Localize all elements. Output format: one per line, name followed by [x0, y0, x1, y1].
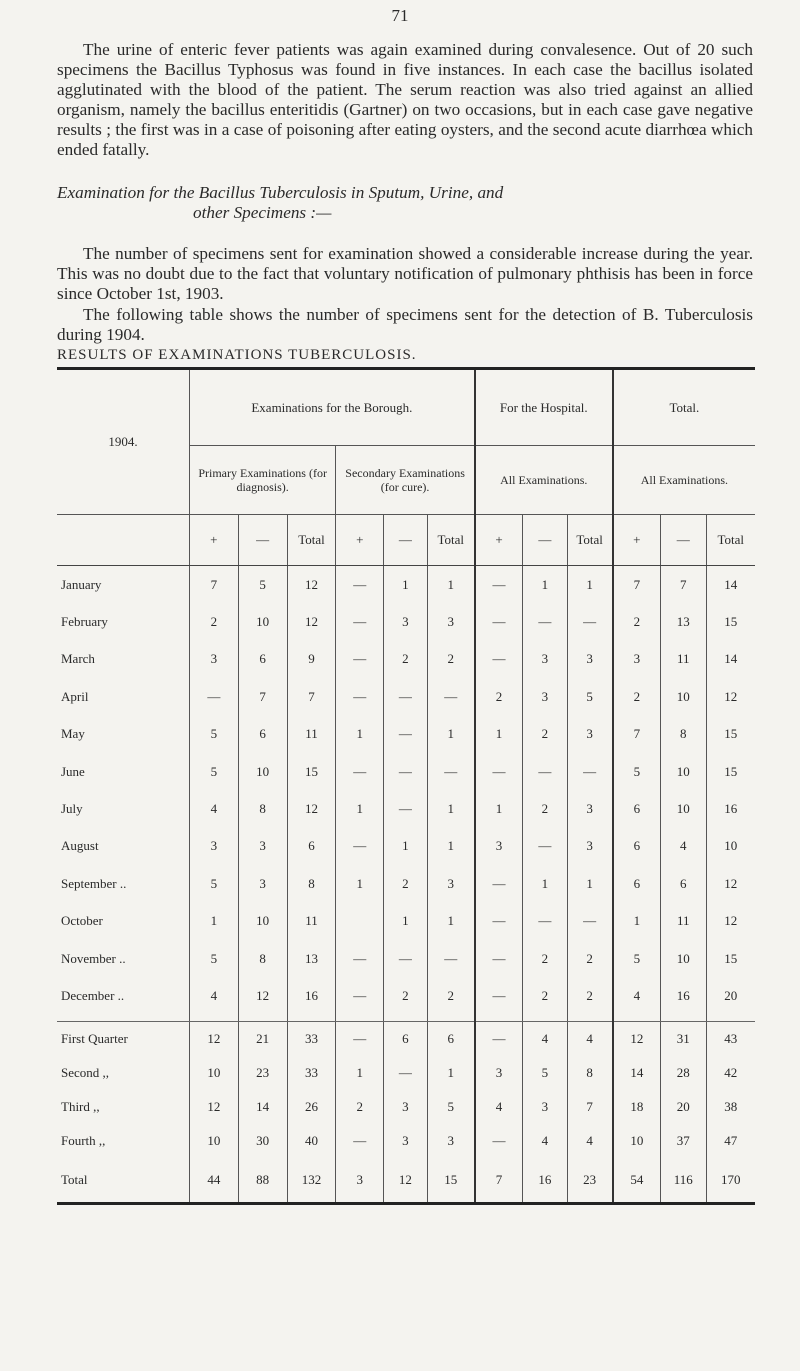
paragraph-urine: The urine of enteric fever patients was again examined during convalesence. Out of 20 such specimens the Bacillus Typhosus was found in five instances. In each case the bacillus isolated agglutinated with the blood of the patient. The serum reaction was also tried against an allied organism, namely the bacillus enteritidis (Gartner) on two occasions, but in each case gave negative results ; the first was in a case of poisoning after eating oysters, and the second acute diarrhœa which ended fatally.	[57, 40, 753, 159]
cell-value: —	[189, 678, 238, 715]
cell-value: 10	[660, 678, 706, 715]
cell-value: 7	[475, 1158, 523, 1204]
paragraph-specimens: The number of specimens sent for examination showed a considerable increase during the year. This was no doubt due to the fact that voluntary notification of pulmonary phthisis has been in force since October 1st, 1903.	[57, 244, 753, 303]
cell-value: 6	[613, 828, 661, 865]
cell-value: 33	[287, 1021, 336, 1056]
cell-value: —	[475, 1124, 523, 1158]
cell-value: 31	[660, 1021, 706, 1056]
cell-value: —	[336, 678, 384, 715]
cell-value: 20	[660, 1090, 706, 1124]
cell-value: 11	[287, 903, 336, 940]
cell-value: —	[475, 865, 523, 902]
cell-value: 5	[189, 940, 238, 977]
sign-header-total: Total	[567, 515, 613, 566]
tuberculosis-results-table	[57, 367, 755, 1205]
cell-value: 1	[336, 790, 384, 827]
month-row	[57, 865, 755, 902]
row-label	[57, 903, 189, 940]
cell-value: 13	[287, 940, 336, 977]
header-hospital: For the Hospital.	[475, 369, 613, 446]
cell-value: 2	[523, 940, 567, 977]
row-label	[57, 641, 189, 678]
cell-value: —	[567, 903, 613, 940]
cell-value: —	[475, 977, 523, 1014]
cell-value: —	[336, 641, 384, 678]
cell-value: 7	[613, 566, 661, 604]
cell-value: 2	[613, 603, 661, 640]
cell-value: 18	[613, 1090, 661, 1124]
cell-value: 6	[613, 790, 661, 827]
cell-value: 42	[706, 1056, 755, 1090]
row-label	[57, 566, 189, 604]
cell-value: 5	[567, 678, 613, 715]
table-title: RESULTS OF EXAMINATIONS TUBERCULOSIS.	[57, 347, 417, 363]
row-label	[57, 790, 189, 827]
quarter-row	[57, 1056, 755, 1090]
row-label	[57, 1158, 189, 1204]
cell-value: 8	[287, 865, 336, 902]
month-row	[57, 566, 755, 604]
cell-value: 3	[523, 641, 567, 678]
cell-value: 12	[706, 865, 755, 902]
row-label	[57, 678, 189, 715]
cell-value: —	[523, 603, 567, 640]
cell-value: 7	[567, 1090, 613, 1124]
cell-value: 12	[706, 678, 755, 715]
cell-value: 1	[427, 716, 475, 753]
cell-value: 10	[706, 828, 755, 865]
cell-value: —	[475, 903, 523, 940]
row-label-text: August	[61, 838, 99, 854]
cell-value: 21	[238, 1021, 287, 1056]
cell-value: 2	[427, 977, 475, 1014]
cell-value: 7	[189, 566, 238, 604]
year-label: 1904.	[57, 369, 189, 515]
row-label-text: May	[61, 726, 85, 742]
cell-value: 8	[567, 1056, 613, 1090]
cell-value: 3	[238, 865, 287, 902]
cell-value: 1	[384, 828, 427, 865]
cell-value: 3	[427, 865, 475, 902]
cell-value: 5	[238, 566, 287, 604]
cell-value: 2	[384, 977, 427, 1014]
cell-value: 6	[238, 641, 287, 678]
sign-header-minus: —	[523, 515, 567, 566]
cell-value: 2	[523, 790, 567, 827]
month-row	[57, 790, 755, 827]
sign-header-total: Total	[287, 515, 336, 566]
month-row	[57, 940, 755, 977]
cell-value: —	[475, 566, 523, 604]
header-primary: Primary Examinations (for diagnosis).	[189, 446, 335, 515]
cell-value: 14	[706, 641, 755, 678]
table-body	[57, 566, 755, 1204]
cell-value: 2	[567, 977, 613, 1014]
cell-value: 11	[660, 903, 706, 940]
cell-value: 2	[523, 977, 567, 1014]
cell-value: 47	[706, 1124, 755, 1158]
cell-value: 10	[660, 790, 706, 827]
cell-value: 20	[706, 977, 755, 1014]
cell-value: —	[427, 940, 475, 977]
row-label	[57, 1056, 189, 1090]
cell-value: 15	[287, 753, 336, 790]
cell-value: —	[336, 977, 384, 1014]
cell-value: 16	[660, 977, 706, 1014]
cell-value: 5	[189, 716, 238, 753]
cell-value: 88	[238, 1158, 287, 1204]
cell-value: 3	[475, 828, 523, 865]
cell-value: 4	[660, 828, 706, 865]
cell-value: 10	[660, 753, 706, 790]
row-label	[57, 828, 189, 865]
month-row	[57, 641, 755, 678]
header-total-all: All Examinations.	[613, 446, 755, 515]
cell-value: 12	[384, 1158, 427, 1204]
row-label-text: June	[61, 763, 85, 779]
cell-value: 2	[523, 716, 567, 753]
cell-value: 43	[706, 1021, 755, 1056]
cell-value: —	[475, 603, 523, 640]
paragraph-table-intro: The following table shows the number of specimens sent for the detection of B. Tuberculosis during 1904.	[57, 305, 753, 344]
cell-value: 4	[523, 1124, 567, 1158]
month-row	[57, 716, 755, 753]
cell-value: 1	[427, 566, 475, 604]
cell-value: 16	[706, 790, 755, 827]
total-row	[57, 1158, 755, 1204]
cell-value: 3	[567, 716, 613, 753]
cell-value: 1	[336, 1056, 384, 1090]
month-row	[57, 603, 755, 640]
quarter-row	[57, 1021, 755, 1056]
row-label-text: First Quarter	[61, 1030, 128, 1046]
cell-value: —	[475, 641, 523, 678]
cell-value: 1	[523, 865, 567, 902]
row-label-text: Fourth ,,	[61, 1132, 106, 1148]
cell-value: 1	[427, 1056, 475, 1090]
cell-value: 10	[613, 1124, 661, 1158]
row-label-text: October	[61, 913, 103, 929]
cell-value: 7	[660, 566, 706, 604]
row-label	[57, 977, 189, 1014]
cell-value: 12	[613, 1021, 661, 1056]
row-label-text: Third ,,	[61, 1098, 100, 1114]
cell-value: —	[523, 828, 567, 865]
cell-value: —	[336, 828, 384, 865]
cell-value: 3	[189, 828, 238, 865]
cell-value: 1	[567, 865, 613, 902]
cell-value: 3	[613, 641, 661, 678]
cell-value: —	[523, 753, 567, 790]
cell-value: —	[336, 940, 384, 977]
row-label-text: July	[61, 801, 83, 817]
cell-value: 12	[189, 1021, 238, 1056]
row-label-text: November ..	[61, 950, 126, 966]
cell-value: —	[336, 603, 384, 640]
header-hospital-all: All Examinations.	[475, 446, 613, 515]
quarter-row	[57, 1124, 755, 1158]
cell-value: 5	[613, 940, 661, 977]
cell-value: —	[567, 603, 613, 640]
row-label-text: December ..	[61, 987, 125, 1003]
cell-value: 9	[287, 641, 336, 678]
cell-value: 14	[706, 566, 755, 604]
header-secondary: Secondary Examinations (for cure).	[336, 446, 475, 515]
cell-value: 4	[567, 1124, 613, 1158]
cell-value: 3	[427, 603, 475, 640]
cell-value: 10	[189, 1056, 238, 1090]
row-label-text: February	[61, 614, 108, 630]
cell-value: 1	[336, 865, 384, 902]
cell-value: 8	[238, 940, 287, 977]
cell-value: 4	[189, 790, 238, 827]
cell-value: 3	[523, 1090, 567, 1124]
cell-value: —	[384, 753, 427, 790]
cell-value	[336, 903, 384, 940]
cell-value: 8	[660, 716, 706, 753]
cell-value: —	[336, 566, 384, 604]
month-row	[57, 753, 755, 790]
cell-value: 3	[189, 641, 238, 678]
cell-value: 6	[427, 1021, 475, 1056]
cell-value: 44	[189, 1158, 238, 1204]
cell-value: 10	[238, 603, 287, 640]
cell-value: 12	[189, 1090, 238, 1124]
cell-value: 6	[238, 716, 287, 753]
cell-value: —	[384, 790, 427, 827]
cell-value: 3	[475, 1056, 523, 1090]
cell-value: 16	[287, 977, 336, 1014]
cell-value: —	[475, 753, 523, 790]
cell-value: 1	[613, 903, 661, 940]
cell-value: 3	[238, 828, 287, 865]
cell-value: 5	[523, 1056, 567, 1090]
cell-value: 10	[660, 940, 706, 977]
section-heading	[57, 183, 753, 223]
sign-header-plus: +	[613, 515, 661, 566]
cell-value: 7	[287, 678, 336, 715]
cell-value: 1	[427, 790, 475, 827]
cell-value: 1	[384, 566, 427, 604]
cell-value: 8	[238, 790, 287, 827]
cell-value: 1	[384, 903, 427, 940]
cell-value: 23	[238, 1056, 287, 1090]
cell-value: 30	[238, 1124, 287, 1158]
cell-value: 6	[613, 865, 661, 902]
cell-value: 1	[427, 903, 475, 940]
cell-value: 3	[523, 678, 567, 715]
cell-value: 2	[613, 678, 661, 715]
month-row	[57, 828, 755, 865]
cell-value: —	[384, 940, 427, 977]
row-label	[57, 1021, 189, 1056]
cell-value: —	[475, 940, 523, 977]
cell-value: —	[567, 753, 613, 790]
cell-value: 116	[660, 1158, 706, 1204]
cell-value: 12	[287, 603, 336, 640]
sign-header-plus: +	[189, 515, 238, 566]
sign-header-total: Total	[706, 515, 755, 566]
cell-value: 54	[613, 1158, 661, 1204]
row-label-text: March	[61, 651, 95, 667]
sign-header-minus: —	[238, 515, 287, 566]
cell-value: 15	[427, 1158, 475, 1204]
cell-value: 28	[660, 1056, 706, 1090]
cell-value: 15	[706, 753, 755, 790]
row-label	[57, 940, 189, 977]
cell-value: 4	[189, 977, 238, 1014]
cell-value: —	[336, 1021, 384, 1056]
cell-value: 40	[287, 1124, 336, 1158]
cell-value: 26	[287, 1090, 336, 1124]
sign-header-row	[57, 515, 755, 566]
cell-value: 132	[287, 1158, 336, 1204]
sign-header-minus: —	[384, 515, 427, 566]
row-label-text: April	[61, 688, 89, 704]
cell-value: 2	[189, 603, 238, 640]
cell-value: 1	[475, 790, 523, 827]
cell-value: 5	[427, 1090, 475, 1124]
cell-value: 5	[189, 865, 238, 902]
sign-header-blank	[57, 515, 189, 566]
cell-value: 6	[384, 1021, 427, 1056]
row-label	[57, 865, 189, 902]
cell-value: 3	[384, 1124, 427, 1158]
cell-value: 4	[523, 1021, 567, 1056]
cell-value: 2	[427, 641, 475, 678]
cell-value: 1	[336, 716, 384, 753]
heading-line-2: other Specimens :—	[193, 203, 332, 222]
cell-value: —	[336, 753, 384, 790]
cell-value: 7	[613, 716, 661, 753]
cell-value: 4	[613, 977, 661, 1014]
cell-value: 3	[567, 641, 613, 678]
month-row	[57, 678, 755, 715]
cell-value: 170	[706, 1158, 755, 1204]
cell-value: 12	[287, 566, 336, 604]
page-number: 71	[391, 6, 409, 25]
row-label-text: Second ,,	[61, 1064, 110, 1080]
cell-value: —	[523, 903, 567, 940]
row-label	[57, 1090, 189, 1124]
cell-value: 5	[613, 753, 661, 790]
row-label-text: January	[61, 576, 102, 592]
cell-value: 15	[706, 940, 755, 977]
cell-value: 37	[660, 1124, 706, 1158]
cell-value: —	[427, 678, 475, 715]
cell-value: 3	[567, 828, 613, 865]
cell-value: 14	[613, 1056, 661, 1090]
sign-header-minus: —	[660, 515, 706, 566]
cell-value: 4	[567, 1021, 613, 1056]
cell-value: 11	[660, 641, 706, 678]
row-label	[57, 603, 189, 640]
cell-value: 6	[660, 865, 706, 902]
cell-value: 12	[706, 903, 755, 940]
heading-line-1: Examination for the Bacillus Tuberculosis in Sputum, Urine, and	[57, 183, 504, 202]
sign-header-total: Total	[427, 515, 475, 566]
sign-header-plus: +	[336, 515, 384, 566]
cell-value: —	[475, 1021, 523, 1056]
cell-value: 1	[427, 828, 475, 865]
row-label	[57, 753, 189, 790]
cell-value: 6	[287, 828, 336, 865]
quarter-row	[57, 1090, 755, 1124]
cell-value: —	[384, 716, 427, 753]
cell-value: 2	[384, 641, 427, 678]
month-row	[57, 903, 755, 940]
cell-value: 3	[427, 1124, 475, 1158]
cell-value: 2	[567, 940, 613, 977]
cell-value: 7	[238, 678, 287, 715]
cell-value: 2	[475, 678, 523, 715]
cell-value: 16	[523, 1158, 567, 1204]
cell-value: 3	[567, 790, 613, 827]
cell-value: 38	[706, 1090, 755, 1124]
cell-value: 23	[567, 1158, 613, 1204]
month-row	[57, 977, 755, 1014]
cell-value: —	[427, 753, 475, 790]
cell-value: 33	[287, 1056, 336, 1090]
cell-value: 13	[660, 603, 706, 640]
row-label	[57, 716, 189, 753]
cell-value: 1	[189, 903, 238, 940]
cell-value: 15	[706, 603, 755, 640]
cell-value: —	[384, 678, 427, 715]
row-label	[57, 1124, 189, 1158]
cell-value: 3	[384, 603, 427, 640]
cell-value: 10	[238, 903, 287, 940]
cell-value: 4	[475, 1090, 523, 1124]
cell-value: 3	[384, 1090, 427, 1124]
cell-value: —	[384, 1056, 427, 1090]
cell-value: 1	[475, 716, 523, 753]
sign-header-plus: +	[475, 515, 523, 566]
cell-value: 2	[336, 1090, 384, 1124]
header-total: Total.	[613, 369, 755, 446]
row-label-text: September ..	[61, 875, 127, 891]
cell-value: 1	[523, 566, 567, 604]
header-borough: Examinations for the Borough.	[189, 369, 474, 446]
cell-value: 12	[238, 977, 287, 1014]
cell-value: 1	[567, 566, 613, 604]
cell-value: 10	[189, 1124, 238, 1158]
cell-value: 15	[706, 716, 755, 753]
cell-value: 11	[287, 716, 336, 753]
cell-value: 12	[287, 790, 336, 827]
cell-value: 2	[384, 865, 427, 902]
row-label-text: Total	[61, 1171, 88, 1187]
cell-value: —	[336, 1124, 384, 1158]
cell-value: 10	[238, 753, 287, 790]
cell-value: 14	[238, 1090, 287, 1124]
cell-value: 3	[336, 1158, 384, 1204]
cell-value: 5	[189, 753, 238, 790]
